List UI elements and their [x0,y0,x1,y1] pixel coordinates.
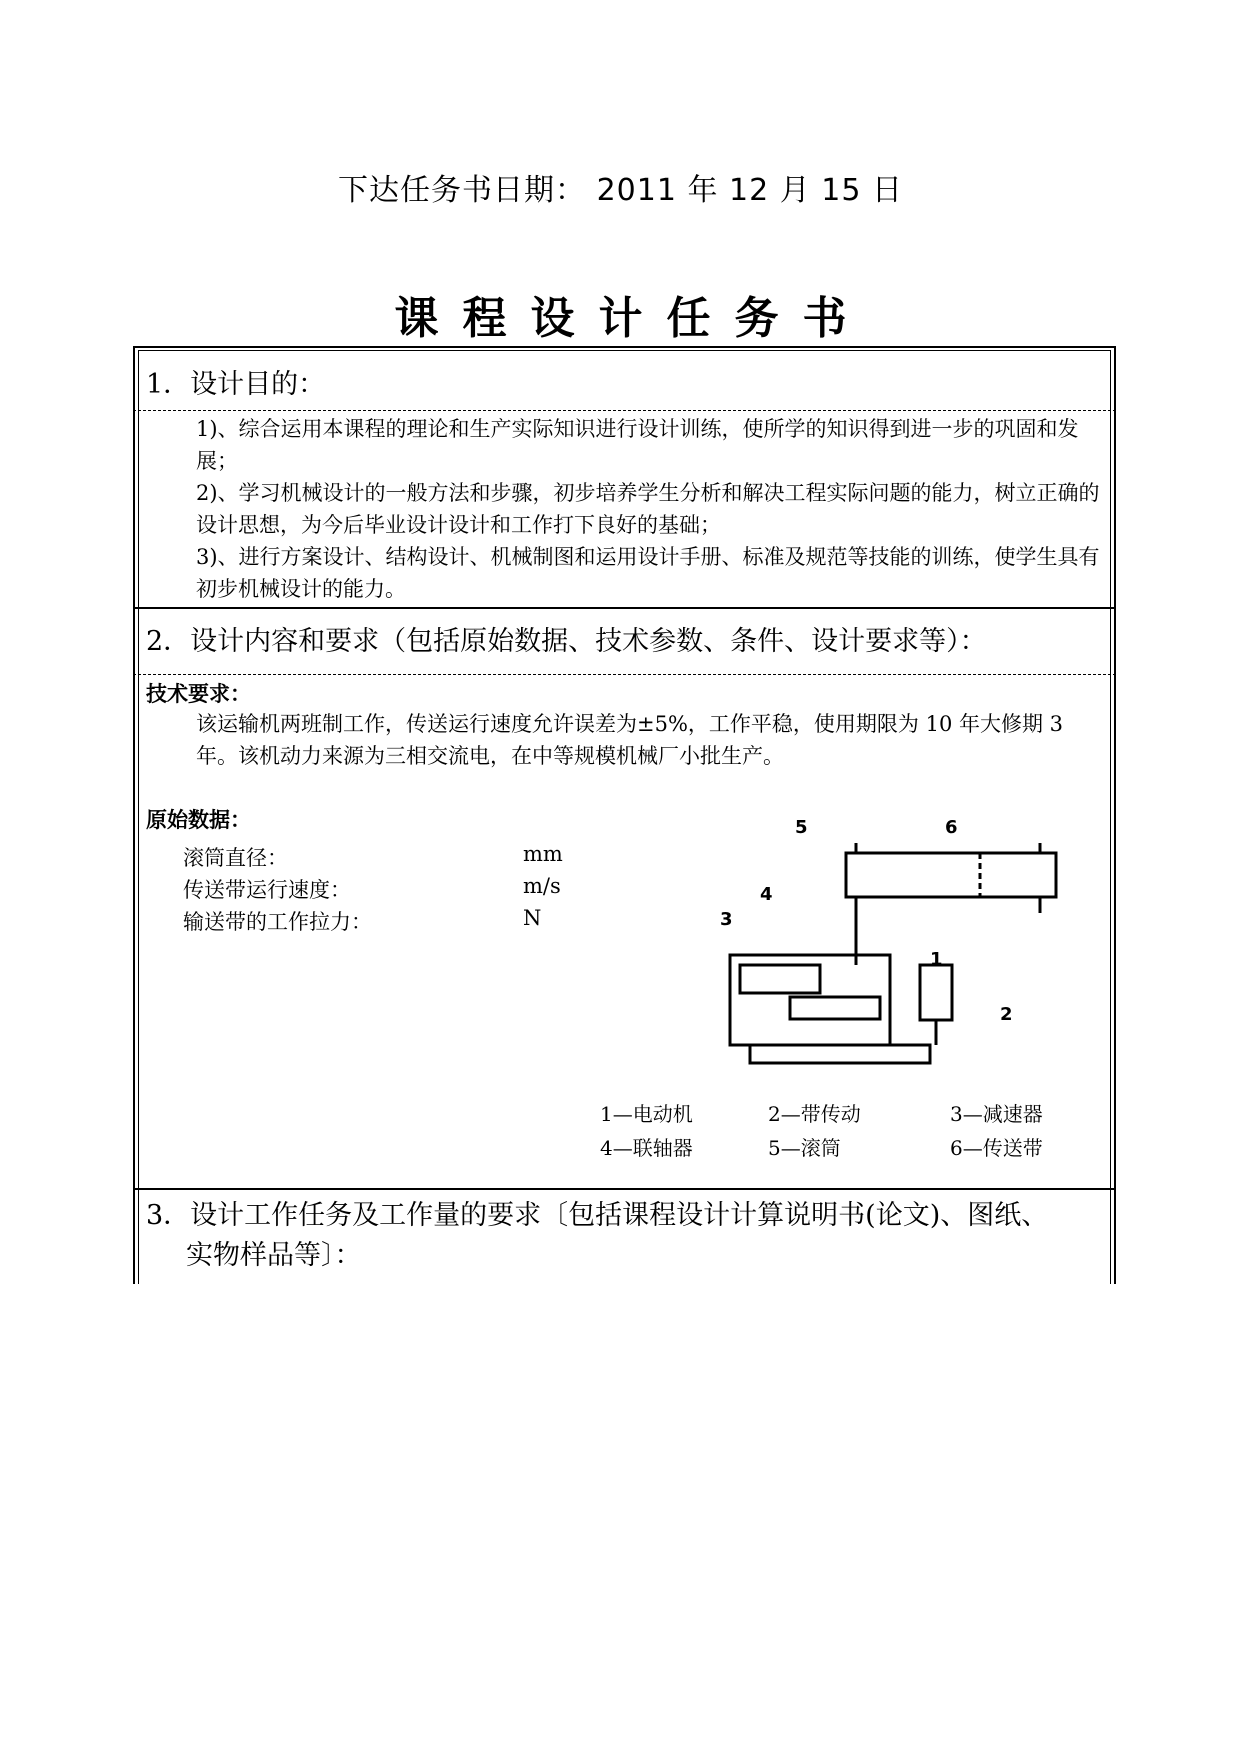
tech-requirements-label: 技术要求： [146,681,251,706]
diagram-label-6: 6 [945,817,958,838]
belt-speed-label: 传送带运行速度： [183,878,351,902]
diagram-label-4: 4 [760,884,773,905]
diagram-label-5: 5 [795,817,808,838]
drum-belt-shape [846,853,1056,897]
belt-tension-unit: N [523,906,542,930]
drum-diameter-unit: mm [523,842,563,866]
document-title: 课程设计任务书 [394,293,871,344]
section2-heading: 2．设计内容和要求（包括原始数据、技术参数、条件、设计要求等）： [146,626,987,657]
motor-shape [920,965,952,1020]
drum-diameter-label: 滚筒直径： [183,846,288,870]
belt-speed-unit: m/s [523,874,561,898]
legend-item-conveyor-belt: 6—传送带 [950,1136,1043,1160]
conveyor-transmission-diagram [720,815,1080,1075]
tech-requirements-text: 该运输机两班制工作，传送运行速度允许误差为±5%，工作平稳，使用期限为 10 年大修期 3 年。该机动力来源为三相交流电，在中等规模机械厂小批生产。 [196,712,1064,768]
section3-heading-line2: 实物样品等〕： [186,1240,362,1271]
legend-item-belt-drive: 2—带传动 [768,1102,861,1126]
legend-item-coupling: 4—联轴器 [600,1136,693,1160]
diagram-label-2: 2 [1000,1004,1013,1025]
diagram-label-1: 1 [930,949,943,970]
section2-divider [133,674,1116,675]
original-data-label: 原始数据： [146,807,251,832]
legend-item-reducer: 3—减速器 [950,1102,1043,1126]
reducer-housing [730,955,890,1045]
issue-date-line: 下达任务书日期： 2011 年 12 月 15 日 [338,173,903,208]
section1-item1: 1)、综合运用本课程的理论和生产实际知识进行设计训练，使所学的知识得到进一步的巩固和发展； [196,417,1079,473]
belt-drive-shape [750,1045,930,1063]
section3-top-border [133,1188,1116,1190]
legend-item-motor: 1—电动机 [600,1102,693,1126]
section1-divider [133,410,1116,411]
diagram-label-3: 3 [720,909,733,930]
section1-item3: 3)、进行方案设计、结构设计、机械制图和运用设计手册、标准及规范等技能的训练，使学生具有初步机械设计的能力。 [196,545,1100,601]
section3-heading-line1: 3．设计工作任务及工作量的要求〔包括课程设计计算说明书(论文)、图纸、 [146,1200,1049,1231]
section2-top-border [133,607,1116,609]
belt-tension-label: 输送带的工作拉力： [183,910,372,934]
section1-item2: 2)、学习机械设计的一般方法和步骤，初步培养学生分析和解决工程实际问题的能力，树立正确的设计思想，为今后毕业设计设计和工作打下良好的基础； [196,481,1100,537]
section1-heading: 1．设计目的： [146,369,326,400]
legend-item-drum: 5—滚筒 [768,1136,841,1160]
section1-body [146,413,1106,605]
